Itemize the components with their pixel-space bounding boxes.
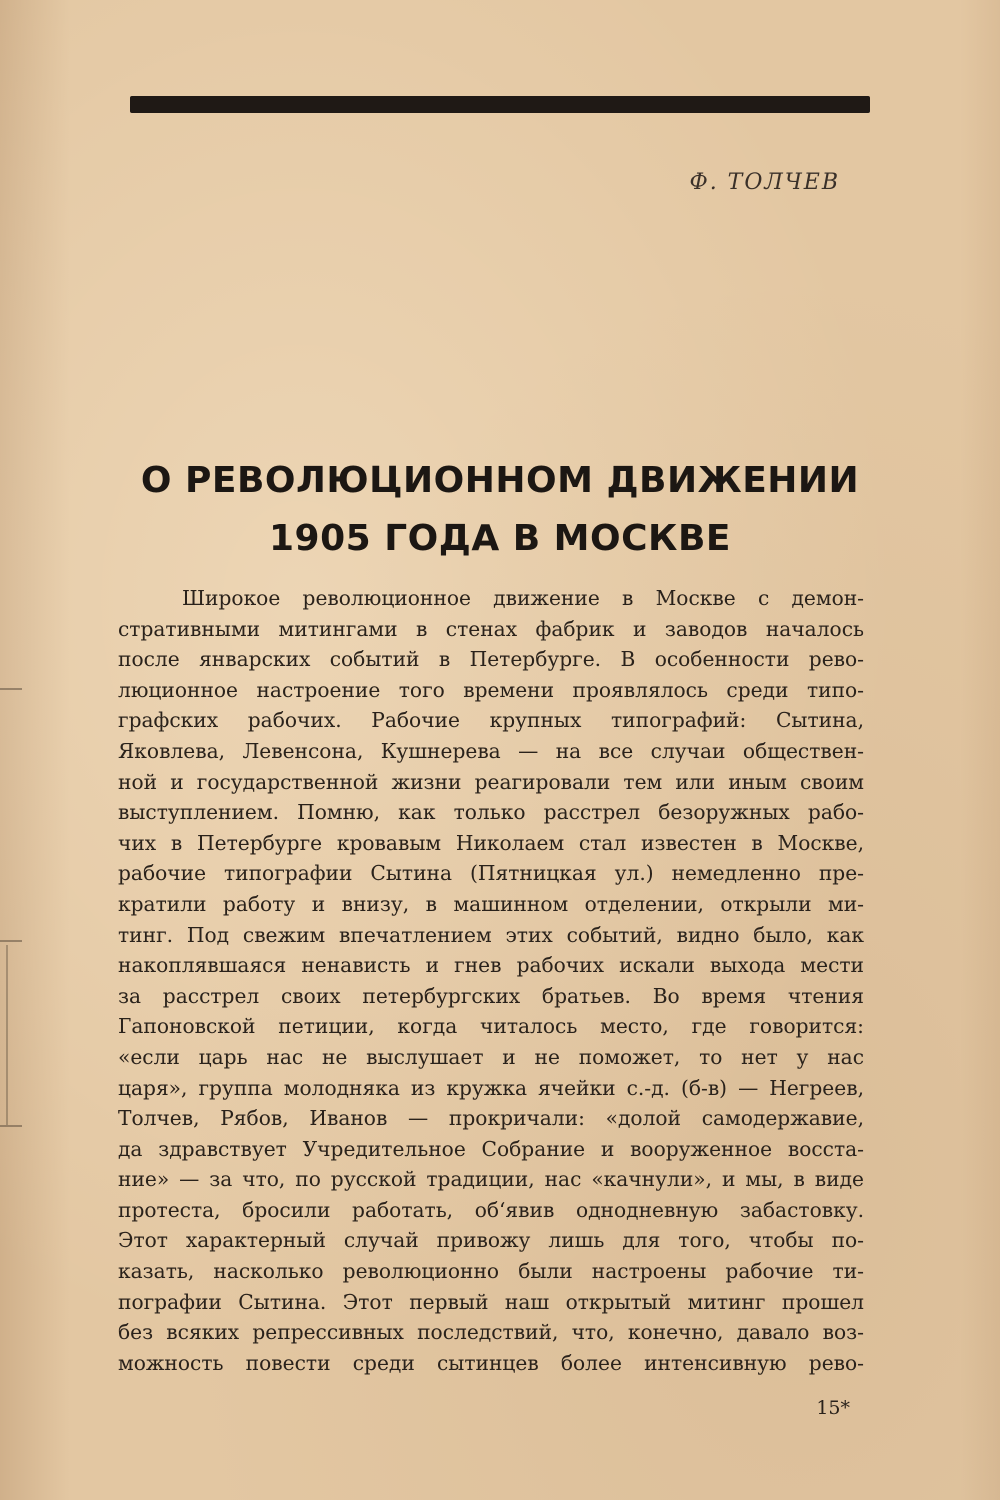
body-line: Этот характерный случай привожу лишь для того, чтобы по- bbox=[118, 1228, 864, 1253]
title-line-1: О РЕВОЛЮЦИОННОМ ДВИЖЕНИИ bbox=[140, 460, 860, 501]
body-line: Гапоновской петиции, когда читалось место, где говорится: bbox=[118, 1014, 864, 1039]
body-line: за расстрел своих петербургских братьев. Во время чтения bbox=[118, 983, 864, 1008]
article-body bbox=[118, 583, 864, 1378]
page-number: 15* bbox=[816, 1397, 850, 1419]
author-name: Ф. ТОЛЧЕВ bbox=[689, 170, 840, 195]
body-line: ной и государственной жизни реагировали тем или иным своим bbox=[118, 769, 864, 794]
body-line: пографии Сытина. Этот первый наш открытый митинг прошел bbox=[118, 1289, 864, 1314]
body-line: после январских событий в Петербурге. В особенности рево- bbox=[118, 647, 864, 672]
article-title bbox=[80, 452, 920, 568]
edge-mark bbox=[0, 688, 22, 690]
body-line: выступлением. Помню, как только расстрел безоружных рабо- bbox=[118, 800, 864, 825]
body-line: Толчев, Рябов, Иванов — прокричали: «долой самодержавие, bbox=[118, 1106, 864, 1131]
body-line: можность повести среди сытинцев более интенсивную рево- bbox=[118, 1350, 864, 1375]
body-line: ние» — за что, по русской традиции, нас «качнули», и мы, в виде bbox=[118, 1167, 864, 1192]
body-line: казать, насколько революционно были настроены рабочие ти- bbox=[118, 1259, 864, 1284]
title-line-2: 1905 ГОДА В МОСКВЕ bbox=[268, 518, 731, 559]
body-line: без всяких репрессивных последствий, что, конечно, давало воз- bbox=[118, 1320, 864, 1345]
body-line: «если царь нас не выслушает и не поможет, то нет у нас bbox=[118, 1044, 864, 1069]
body-line: накоплявшаяся ненависть и гнев рабочих искали выхода мести bbox=[118, 953, 864, 978]
body-line: люционное настроение того времени проявлялось среди типо- bbox=[118, 677, 864, 702]
body-line: царя», группа молодняка из кружка ячейки с.-д. (б-в) — Негреев, bbox=[118, 1075, 864, 1100]
body-line: кратили работу и внизу, в машинном отделении, открыли ми- bbox=[118, 891, 864, 916]
edge-mark bbox=[0, 1125, 22, 1127]
edge-mark bbox=[0, 940, 22, 942]
body-line: чих в Петербурге кровавым Николаем стал известен в Москве, bbox=[118, 830, 864, 855]
body-line: Широкое революционное движение в Москве с демон- bbox=[182, 586, 864, 610]
body-line: да здравствует Учредительное Собрание и вооруженное восста- bbox=[118, 1136, 864, 1161]
body-line: графских рабочих. Рабочие крупных типографий: Сытина, bbox=[118, 708, 864, 733]
top-rule bbox=[130, 96, 870, 113]
edge-line bbox=[6, 945, 8, 1125]
body-line: Яковлева, Левенсона, Кушнерева — на все случаи обществен- bbox=[118, 738, 864, 763]
body-line: рабочие типографии Сытина (Пятницкая ул.) немедленно пре- bbox=[118, 861, 864, 886]
body-line: тинг. Под свежим впечатлением этих событий, видно было, как bbox=[118, 922, 864, 947]
body-line: протеста, бросили работать, об‘явив однодневную забастовку. bbox=[118, 1197, 864, 1222]
body-line: стративными митингами в стенах фабрик и заводов началось bbox=[118, 616, 864, 641]
